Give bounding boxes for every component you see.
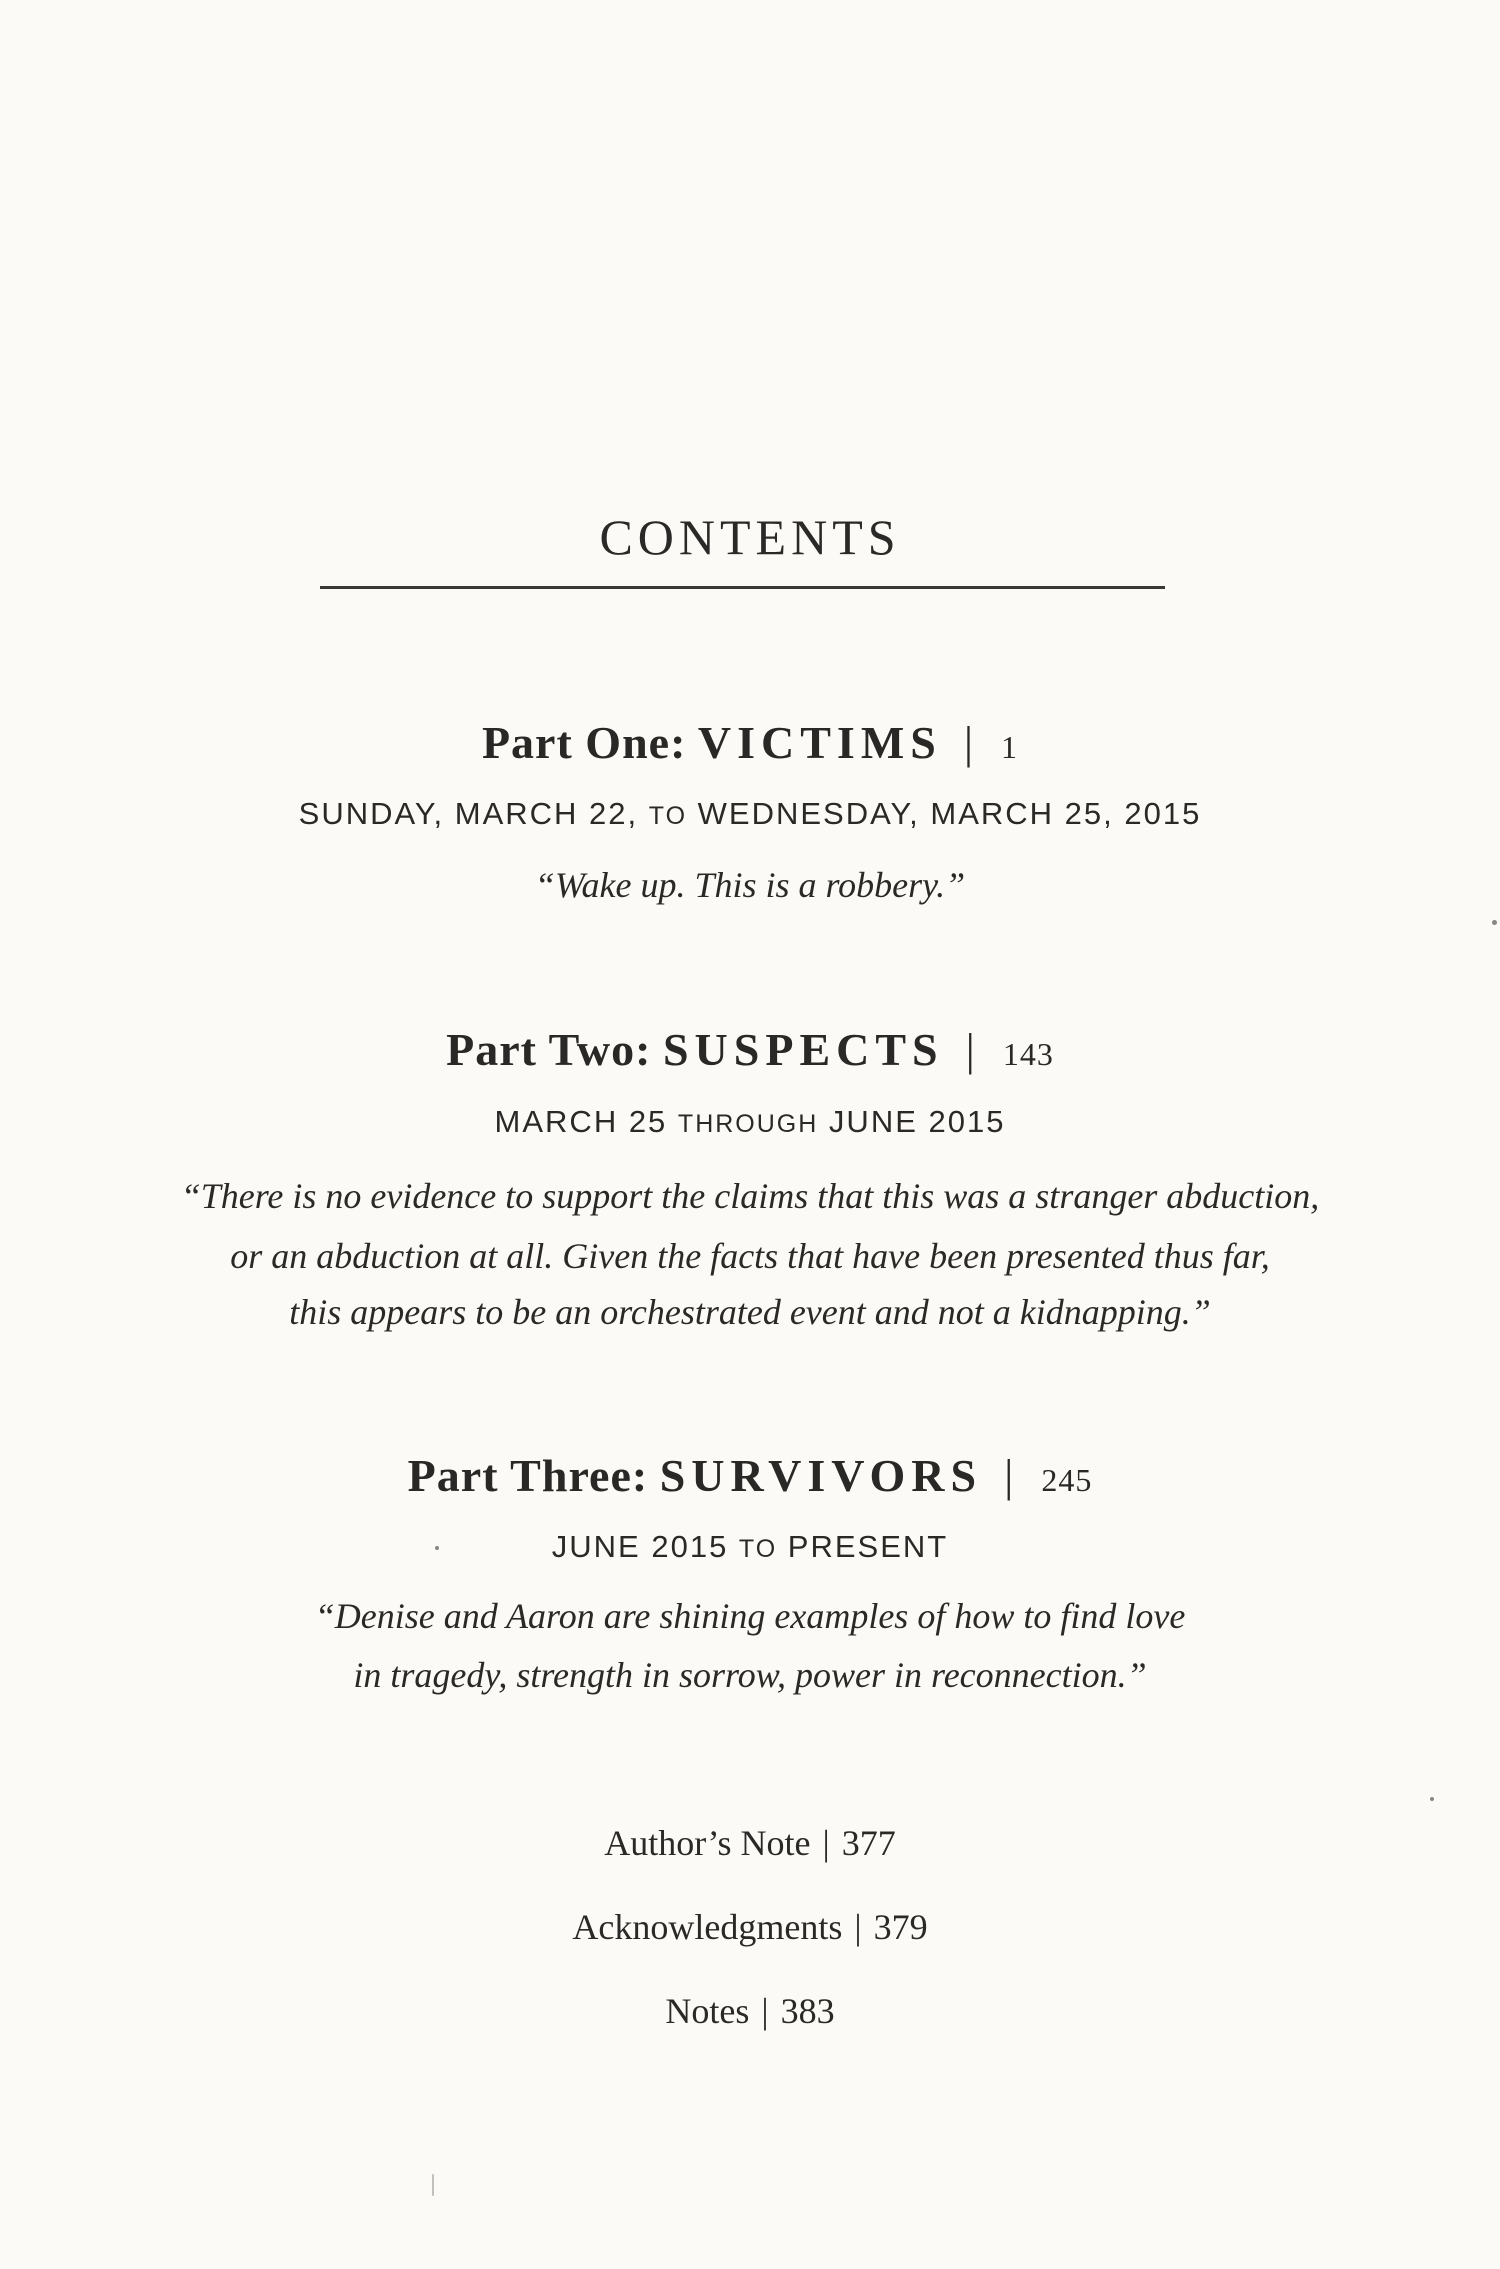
page-title: CONTENTS <box>599 509 901 565</box>
separator: | <box>965 1024 975 1075</box>
title-rule <box>320 586 1165 589</box>
part-label: Part One: <box>481 717 687 768</box>
dates-connector: TO <box>738 1535 778 1563</box>
page-number: 383 <box>780 1991 835 2031</box>
acknowledgments-entry <box>0 1906 1500 1948</box>
page-number: 379 <box>873 1907 928 1947</box>
part-name: SURVIVORS <box>659 1450 983 1501</box>
scan-speck <box>1492 920 1497 925</box>
part-three-dates <box>0 1529 1500 1565</box>
page-number: 377 <box>841 1823 896 1863</box>
scan-speck <box>432 2174 434 2196</box>
part-three-heading <box>0 1449 1500 1502</box>
notes-entry <box>0 1990 1500 2032</box>
page-number: 245 <box>1041 1462 1093 1498</box>
part-two-dates <box>0 1104 1500 1140</box>
separator: | <box>761 1991 769 2031</box>
separator: | <box>963 717 974 768</box>
dates-text: SUNDAY, MARCH 22, <box>298 796 649 831</box>
dates-text: JUNE 2015 <box>551 1529 739 1564</box>
part-one-quote: “Wake up. This is a robbery.” <box>534 865 966 905</box>
entry-label: Author’s Note <box>604 1823 811 1863</box>
part-one-heading <box>0 716 1500 769</box>
dates-text: JUNE 2015 <box>818 1104 1006 1139</box>
dates-text: PRESENT <box>777 1529 949 1564</box>
scan-speck <box>1430 1797 1434 1801</box>
entry-label: Notes <box>665 1991 750 2031</box>
part-two-heading <box>0 1023 1500 1076</box>
dates-connector: TO <box>648 802 688 830</box>
part-label: Part Two: <box>446 1024 652 1075</box>
scan-speck <box>435 1546 439 1550</box>
page-number: 1 <box>1001 729 1019 765</box>
entry-label: Acknowledgments <box>572 1907 843 1947</box>
dates-text: WEDNESDAY, MARCH 25, 2015 <box>687 796 1202 831</box>
part-three-quote-line: in tragedy, strength in sorrow, power in reconnection.” <box>353 1655 1147 1695</box>
authors-note-entry <box>0 1822 1500 1864</box>
part-one-dates <box>0 796 1500 832</box>
dates-text: MARCH 25 <box>494 1104 678 1139</box>
part-label: Part Three: <box>407 1450 649 1501</box>
part-name: VICTIMS <box>697 717 942 768</box>
part-two-quote-line: or an abduction at all. Given the facts that have been presented thus far, <box>230 1236 1270 1276</box>
part-three-quote-line: “Denise and Aaron are shining examples of how to find love <box>314 1596 1186 1636</box>
part-name: SUSPECTS <box>662 1024 944 1075</box>
separator: | <box>822 1823 830 1863</box>
dates-connector: THROUGH <box>677 1110 819 1138</box>
separator: | <box>1004 1450 1014 1501</box>
separator: | <box>854 1907 862 1947</box>
part-two-quote-line: this appears to be an orchestrated event and not a kidnapping.” <box>289 1292 1211 1332</box>
page-number: 143 <box>1002 1036 1054 1072</box>
part-two-quote-line: “There is no evidence to support the claims that this was a stranger abduction, <box>180 1176 1320 1216</box>
